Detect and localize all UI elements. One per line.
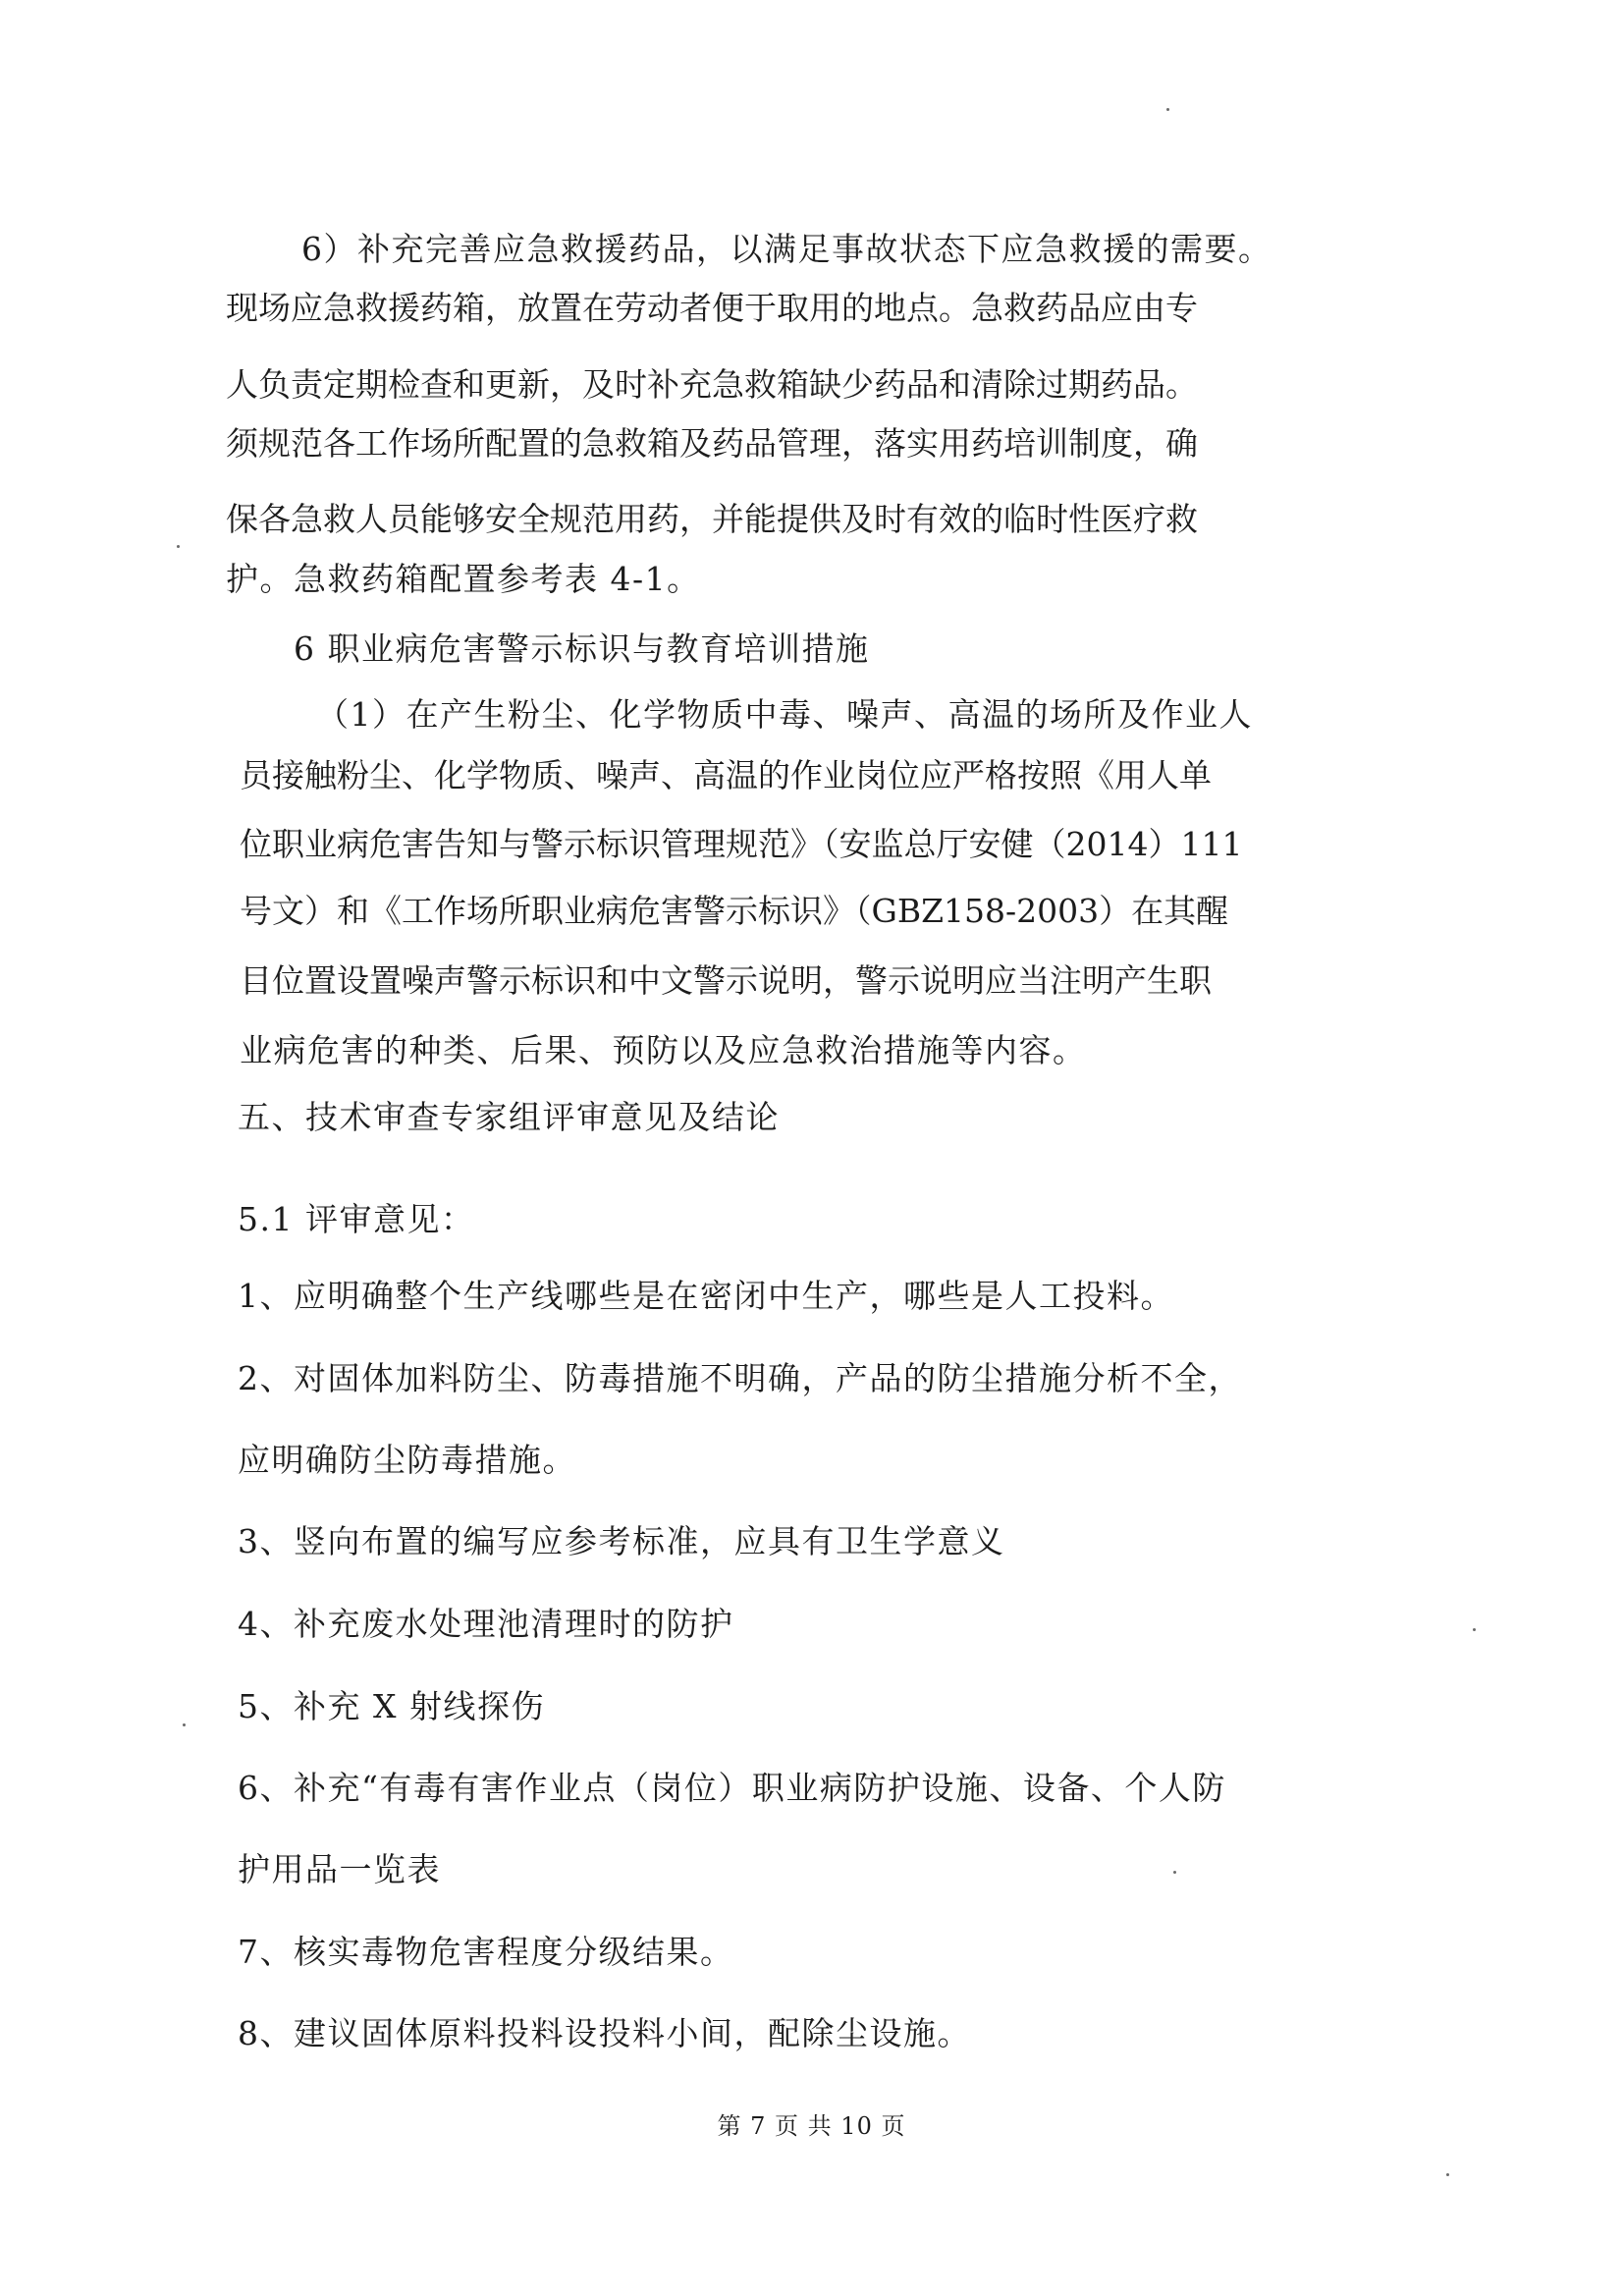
paragraph-line: （1）在产生粉尘、化学物质中毒、噪声、高温的场所及作业人: [316, 695, 1253, 734]
section-heading: 6 职业病危害警示标识与教育培训措施: [294, 629, 870, 668]
scan-speck: [183, 1723, 186, 1726]
paragraph-line: 现场应急救援药箱，放置在劳动者便于取用的地点。急救药品应由专: [226, 289, 1198, 327]
paragraph-line: 位职业病危害告知与警示标识管理规范》（安监总厅安健（2014）111: [240, 825, 1243, 863]
review-item: 4、补充废水处理池清理时的防护: [238, 1605, 734, 1643]
paragraph-line: 6）补充完善应急救援药品，以满足事故状态下应急救援的需要。: [301, 230, 1272, 268]
section-heading: 五、技术审查专家组评审意见及结论: [238, 1098, 780, 1136]
review-item: 2、对固体加料防尘、防毒措施不明确，产品的防尘措施分析不全，: [238, 1359, 1242, 1397]
paragraph-line: 须规范各工作场所配置的急救箱及药品管理，落实用药培训制度，确: [226, 424, 1198, 463]
review-item: 应明确防尘防毒措施。: [238, 1441, 576, 1479]
scan-speck: [177, 545, 180, 548]
review-item: 7、核实毒物危害程度分级结果。: [238, 1933, 734, 1971]
paragraph-line: 号文）和《工作场所职业病危害警示标识》（GBZ158-2003）在其醒: [240, 892, 1229, 930]
review-item: 护用品一览表: [238, 1850, 441, 1888]
paragraph-line: 目位置设置噪声警示标识和中文警示说明，警示说明应当注明产生职: [240, 961, 1212, 1000]
review-item: 3、竖向布置的编写应参考标准，应具有卫生学意义: [238, 1522, 1005, 1560]
paragraph-line: 业病危害的种类、后果、预防以及应急救治措施等内容。: [240, 1031, 1087, 1069]
scan-speck: [1473, 1628, 1476, 1631]
review-item: 8、建议固体原料投料设投料小间，配除尘设施。: [238, 2014, 971, 2052]
paragraph-line: 员接触粉尘、化学物质、噪声、高温的作业岗位应严格按照《用人单: [240, 756, 1212, 794]
paragraph-line: 保各急救人员能够安全规范用药，并能提供及时有效的临时性医疗救: [226, 500, 1198, 538]
scan-speck: [1173, 1871, 1176, 1874]
page-number-footer: 第 7 页 共 10 页: [717, 2112, 906, 2140]
review-item: 1、应明确整个生产线哪些是在密闭中生产，哪些是人工投料。: [238, 1277, 1174, 1315]
scan-speck: [1446, 2173, 1449, 2176]
subsection-heading: 5.1 评审意见：: [238, 1200, 475, 1238]
review-item: 5、补充 X 射线探伤: [238, 1687, 545, 1725]
paragraph-line: 人负责定期检查和更新，及时补充急救箱缺少药品和清除过期药品。: [226, 365, 1198, 404]
paragraph-line: 护。急救药箱配置参考表 4-1。: [226, 560, 701, 598]
review-item: 6、补充“有毒有害作业点（岗位）职业病防护设施、设备、个人防: [238, 1769, 1226, 1807]
scan-speck: [1166, 108, 1169, 111]
